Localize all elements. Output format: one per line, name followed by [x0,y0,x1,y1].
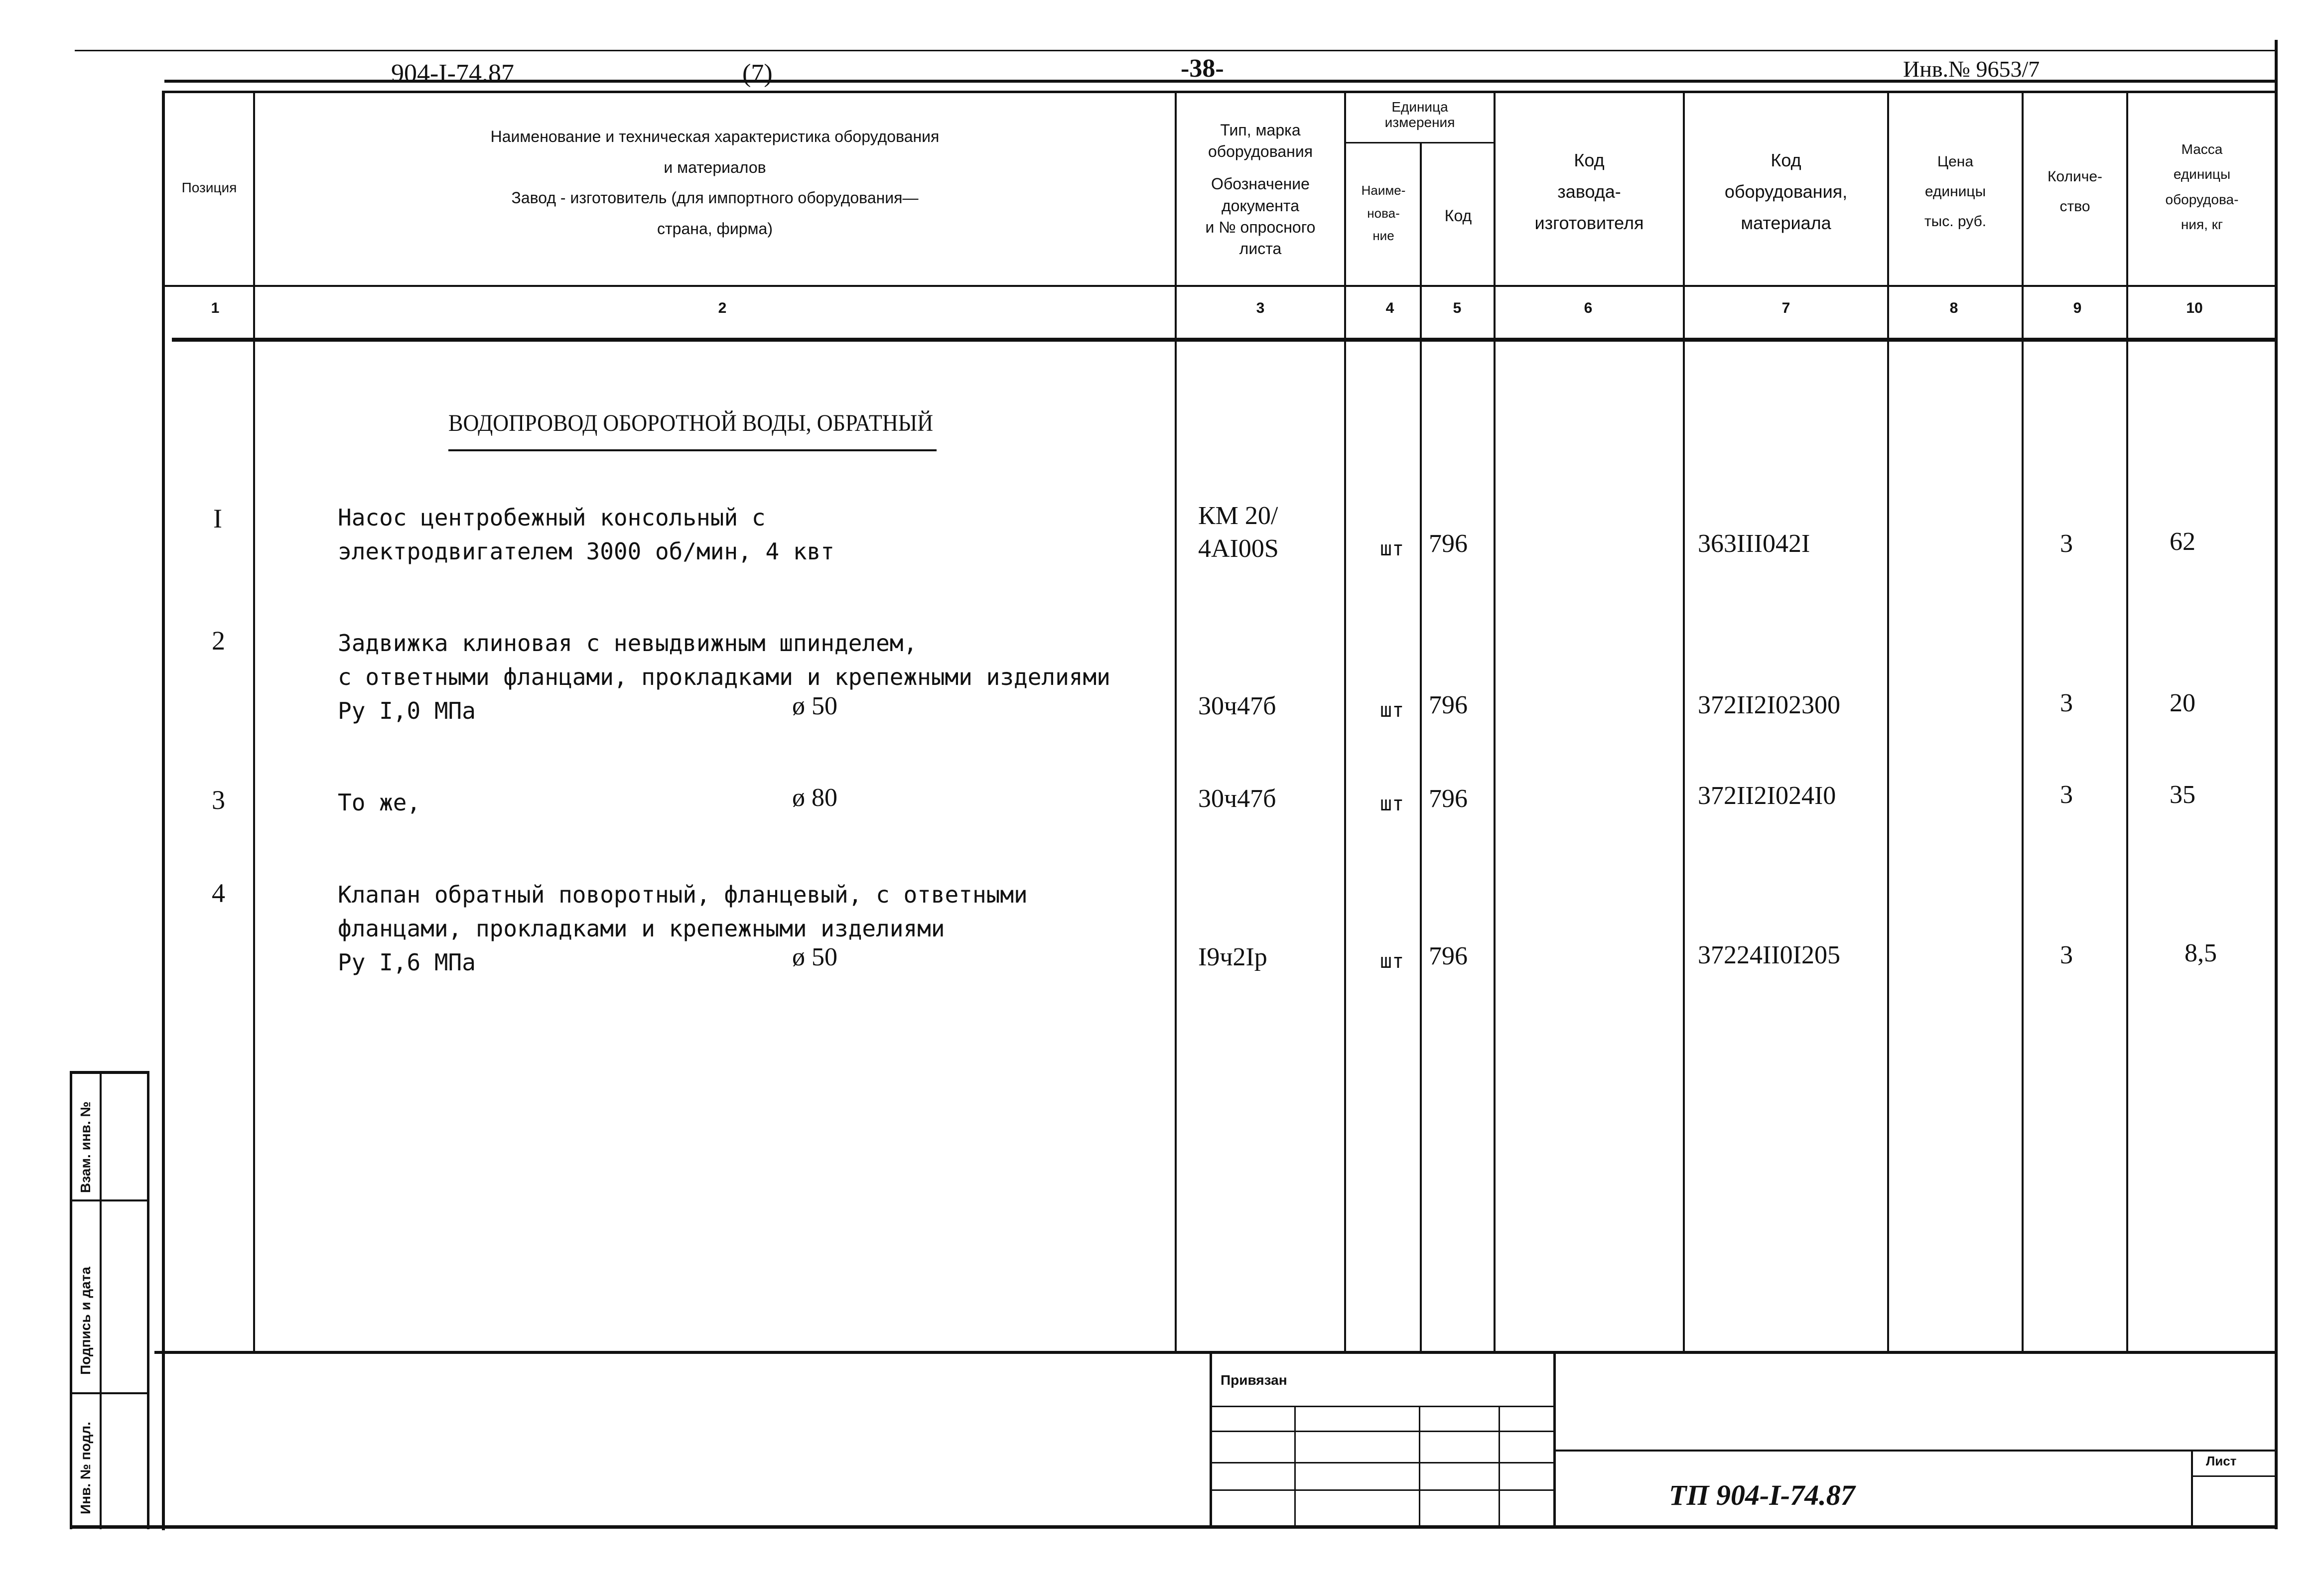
row-mass: 62 [2170,528,2195,556]
stamp-mid-divider [1553,1351,1556,1525]
stamp-col-c [1499,1406,1500,1525]
col-type-header-line: листа [1239,239,1282,258]
stamp-row-1 [1211,1406,1554,1407]
section-title: ВОДОПРОВОД ОБОРОТНОЙ ВОДЫ, ОБРАТНЫЙ [448,410,934,436]
column-number: 4 [1385,300,1394,316]
stamp-col-a [1294,1406,1296,1525]
column-number: 9 [2073,300,2082,316]
row-diameter: ø 50 [792,943,837,971]
col-unit-name-header-line: нова- [1367,205,1400,221]
header-bottom-rule [164,285,2277,287]
column-number: 7 [1781,300,1790,316]
col-type-header-line: и № опросного [1205,218,1316,236]
row-position: 2 [212,626,225,656]
row-description [338,501,834,568]
row-type: 30ч47б [1198,785,1276,813]
col-name-header-line: Завод - изготовитель (для импортного оборудования— [511,189,919,207]
stamp-row-3 [1211,1462,1554,1463]
col-price-header [1889,147,2022,237]
row-description-line: То же, [338,789,421,816]
drawing-stamp-code: ТП 904-I-74.87 [1669,1479,1855,1511]
row-mass: 8,5 [2185,939,2217,967]
col-unit-name-header [1346,179,1421,248]
page-number: -38- [1181,54,1224,83]
side-label-inv-podl: Инв. № подл. [78,1422,93,1514]
col-line-7 [1887,91,1889,1351]
col-unit-name-header-line: Наиме- [1361,183,1406,198]
stamp-right-rule [1554,1450,2277,1452]
side-block-outer [70,1071,72,1529]
row-description-line: Задвижка клиновая с невыдвижным шпинделем, [338,630,918,657]
row-type: I9ч2Iр [1198,943,1267,971]
col-unit-code-header: Код [1444,207,1472,225]
row-unit-code: 796 [1429,691,1468,719]
section-title-underline [448,449,937,451]
row-position: 4 [212,878,225,908]
col-mass-header [2128,137,2276,238]
outer-right-border [2275,40,2278,1529]
col-quantity-header [2024,162,2126,222]
side-block-inner [100,1071,102,1529]
row-position: I [213,504,222,533]
row-description-line: фланцами, прокладками и крепежными изделиями [338,915,945,942]
col-unit-name-header-line: ние [1372,228,1394,243]
row-description [338,626,1110,728]
row-equipment-code: 37224II0I205 [1698,941,1840,969]
col-position-header: Позиция [181,180,237,195]
col-type-header [1177,120,1344,260]
sheet-label: Лист [2206,1454,2237,1468]
table-top-border [164,91,2277,93]
col-type-header-line: Тип, марка [1220,121,1301,139]
column-number: 6 [1584,300,1593,316]
col-factory-code-header-line: Код [1574,150,1605,170]
col-equipment-code-header-line: материала [1741,213,1831,233]
col-type-header-line: документа [1221,196,1300,215]
stamp-top-rule [154,1351,2277,1354]
row-description-line: с ответными фланцами, прокладками и крепежными изделиями [338,663,1110,690]
row-type-line: 4АI00S [1198,534,1279,563]
column-number: 8 [1949,300,1958,316]
row-description-line: Насос центробежный консольный с [338,504,766,531]
col-factory-code-header [1496,144,1683,239]
side-block-top [70,1071,149,1074]
col-equipment-code-header [1685,144,1887,239]
side-block-div-2 [70,1392,149,1394]
table-left-border [162,91,165,1530]
row-diameter: ø 50 [792,692,837,720]
col-factory-code-header-line: изготовителя [1534,213,1644,233]
row-position: 3 [212,785,225,815]
side-block-right [147,1071,149,1529]
row-description-line: Ру I,6 МПа [338,949,476,976]
column-number: 1 [211,300,220,316]
page-top-rule [75,50,2277,51]
stamp-col-b [1419,1406,1420,1525]
row-quantity: 3 [2060,781,2073,809]
row-description-line: электродвигателем 3000 об/мин, 4 квт [338,538,834,565]
col-mass-header-line: ния, кг [2181,217,2223,233]
outer-bottom-border [70,1525,2278,1529]
row-description [338,878,1028,979]
unit-group-header-line: измерения [1384,114,1455,130]
row-type-line: КМ 20/ [1198,502,1278,530]
col-mass-header-line: оборудова- [2165,191,2239,207]
row-equipment-code: 363III042I [1698,530,1810,558]
row-unit: шт [1380,699,1404,722]
col-price-header-line: единицы [1924,183,1986,200]
colnum-bottom-rule [172,338,2277,342]
col-mass-header-line: единицы [2173,166,2231,182]
stamp-row-4 [1211,1489,1554,1491]
row-quantity: 3 [2060,530,2073,558]
stamp-row-2 [1211,1431,1554,1432]
row-unit-code: 796 [1429,785,1468,813]
col-equipment-code-header-line: оборудования, [1724,181,1848,202]
col-line-5 [1494,91,1496,1351]
column-number: 3 [1256,300,1265,316]
col-price-header-line: тыс. руб. [1924,213,1987,230]
stamp-sheet-divider [2191,1450,2193,1527]
col-line-6 [1683,91,1685,1351]
row-description-line: Ру I,0 МПа [338,697,476,724]
row-type [1198,500,1279,565]
row-type: 30ч47б [1198,692,1276,720]
col-type-header-line: оборудования [1208,142,1313,161]
col-name-header-line: Наименование и техническая характеристика оборудования [490,128,940,145]
col-quantity-header-line: ство [2059,198,2090,215]
column-number: 2 [718,300,727,316]
stamp-left-divider [1210,1351,1212,1525]
row-unit-code: 796 [1429,530,1468,558]
row-description-line: Клапан обратный поворотный, фланцевый, с ответными [338,881,1028,908]
col-mass-header-line: Масса [2181,141,2223,157]
row-unit: шт [1380,537,1404,560]
stamp-sheet-rule [2192,1475,2277,1477]
col-line-3 [1344,91,1346,1351]
row-quantity: 3 [2060,689,2073,717]
row-unit-code: 796 [1429,942,1468,970]
unit-group-header-line: Единица [1391,99,1448,115]
col-line-1 [253,91,255,1351]
col-line-4 [1420,142,1422,1351]
row-quantity: 3 [2060,941,2073,969]
row-mass: 20 [2170,689,2195,717]
row-equipment-code: 372II2I024I0 [1698,782,1836,810]
row-description [338,786,420,819]
col-name-header [257,125,1173,241]
col-price-header-line: Цена [1937,153,1974,170]
col-line-8 [2022,91,2024,1351]
col-line-2 [1175,91,1177,1351]
inventory-number: Инв.№ 9653/7 [1903,56,2040,82]
privyazan-label: Привязан [1221,1372,1287,1388]
col-equipment-code-header-line: Код [1771,150,1801,170]
side-label-signature-date: Подпись и дата [78,1267,93,1375]
row-mass: 35 [2170,781,2195,809]
unit-group-header [1345,100,1495,131]
col-quantity-header-line: Количе- [2047,168,2103,185]
col-type-header-line: Обозначение [1211,175,1310,193]
row-equipment-code: 372II2I02300 [1698,691,1840,719]
col-name-header-line: и материалов [664,158,766,176]
col-factory-code-header-line: завода- [1557,181,1621,202]
side-label-vzam-inv: Взам. инв. № [78,1101,93,1193]
doc-number: 904-I-74.87 [391,59,514,88]
row-unit: шт [1380,950,1404,973]
volume-label: (7) [742,59,773,88]
row-unit: шт [1380,793,1404,815]
column-number: 10 [2186,300,2203,316]
col-line-9 [2126,91,2128,1351]
col-name-header-line: страна, фирма) [657,219,773,238]
side-block-div-1 [70,1199,149,1201]
row-diameter: ø 80 [792,784,837,812]
column-number: 5 [1453,300,1462,316]
